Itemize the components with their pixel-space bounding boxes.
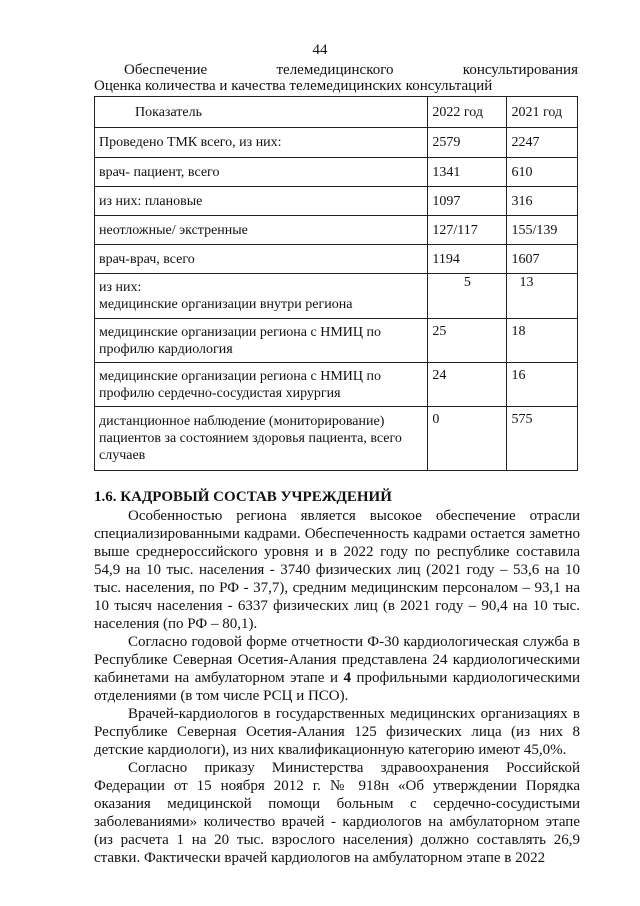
table-row (95, 319, 578, 363)
row-value-2022: 2579 (428, 128, 507, 158)
table-caption: Оценка количества и качества телемедицинских консультаций (94, 78, 493, 94)
column-header-2021: 2021 год (507, 97, 578, 128)
table-row (95, 187, 578, 216)
column-header-indicator: Показатель (95, 97, 428, 128)
row-value-2022: 24 (428, 363, 507, 407)
row-value-2022: 0 (428, 407, 507, 471)
paragraph-cardiology-service (94, 633, 580, 705)
header-word-1: Обеспечение (124, 62, 208, 78)
row-value-2021: 1607 (507, 245, 578, 274)
paragraph-text: профильными кардиологическими отделениями (в том числе РСЦ и ПСО). (94, 670, 580, 704)
row-label: Проведено ТМК всего, из них: (95, 128, 428, 158)
row-label-line-2: медицинские организации внутри региона (99, 297, 353, 312)
section-heading: 1.6. КАДРОВЫЙ СОСТАВ УЧРЕЖДЕНИЙ (94, 489, 392, 505)
paragraph-order: Согласно приказу Министерства здравоохранения Российской Федерации от 15 ноября 2012 г. № 918н «Об утверждении Порядка оказания медицинской помощи больным с сердечно-сосудистыми заболеваниями» количество врачей - кардиологов на амбулаторном этапе (из расчета 1 на 20 тыс. взрослого населения) должно составлять 26,9 ставки. Фактически врачей кардиологов на амбулаторном этапе в 2022 (94, 760, 580, 866)
table-row (95, 363, 578, 407)
header-word-2: телемедицинского (276, 62, 394, 78)
row-value-2022: 1194 (428, 245, 507, 274)
row-label: врач- пациент, всего (95, 158, 428, 187)
row-value-2022: 25 (428, 319, 507, 363)
paragraph-staffing: Особенностью региона является высокое обеспечение отрасли специализированными кадрами. Обеспеченность кадрами остается заметно выше среднероссийского уровня и в 2022 году по республике составила 54,9 на 10 тыс. населения - 3740 физических лиц (2021 году – 53,6 на 10 тыс. населения, по РФ - 37,7), средним медицинским персоналом – 93,1 на 10 тысяч населения - 6337 физических лиц (в 2021 году – 90,4 на 10 тыс. населения (по РФ – 80,1). (94, 508, 580, 632)
header-word-3: консультирования (462, 62, 578, 78)
row-value-2022: 1097 (428, 187, 507, 216)
row-value-2021: 13 (507, 274, 578, 319)
row-value-2021: 16 (507, 363, 578, 407)
body-text (94, 507, 580, 867)
paragraph-text: Согласно годовой форме отчетности Ф-30 кардиологическая служба в Республике Северная Осетия-Алания представлена 24 кардиологическими кабинетами на амбулаторном этапе и (94, 634, 580, 686)
row-label: из них: плановые (95, 187, 428, 216)
section-title: КАДРОВЫЙ СОСТАВ УЧРЕЖДЕНИЙ (120, 489, 392, 505)
paragraph-cardiologists: Врачей-кардиологов в государственных медицинских организациях в Республике Северная Осетия-Алания 125 физических лица (из них 8 детские кардиологи), из них квалификационную категорию имеют 45,0%. (94, 706, 580, 758)
row-value-2021: 610 (507, 158, 578, 187)
table-row (95, 158, 578, 187)
table-header-row (95, 97, 578, 128)
row-value-2021: 575 (507, 407, 578, 471)
row-value-2021: 18 (507, 319, 578, 363)
header-line-1 (124, 62, 578, 79)
table-row (95, 407, 578, 471)
row-label: неотложные/ экстренные (95, 216, 428, 245)
paragraph-bold-number: 4 (343, 670, 351, 686)
row-value-2021: 316 (507, 187, 578, 216)
table-row (95, 245, 578, 274)
page-number: 44 (312, 42, 328, 58)
column-header-2022: 2022 год (428, 97, 507, 128)
row-label-line-1: из них: (99, 280, 142, 295)
row-value-2021: 155/139 (507, 216, 578, 245)
table-row (95, 216, 578, 245)
row-value-2022: 127/117 (428, 216, 507, 245)
row-value-2021: 2247 (507, 128, 578, 158)
table-row (95, 128, 578, 158)
row-label: медицинские организации региона с НМИЦ по профилю сердечно-сосудистая хирургия (95, 363, 428, 407)
tmk-table (94, 96, 578, 471)
section-number: 1.6 (94, 489, 113, 505)
row-label (95, 274, 428, 319)
row-label: врач-врач, всего (95, 245, 428, 274)
row-label: дистанционное наблюдение (мониторирование) пациентов за состоянием здоровья пациента, всего случаев (95, 407, 428, 471)
row-value-2022: 5 (428, 274, 507, 319)
table-row (95, 274, 578, 319)
row-label: медицинские организации региона с НМИЦ по профилю кардиология (95, 319, 428, 363)
row-value-2022: 1341 (428, 158, 507, 187)
